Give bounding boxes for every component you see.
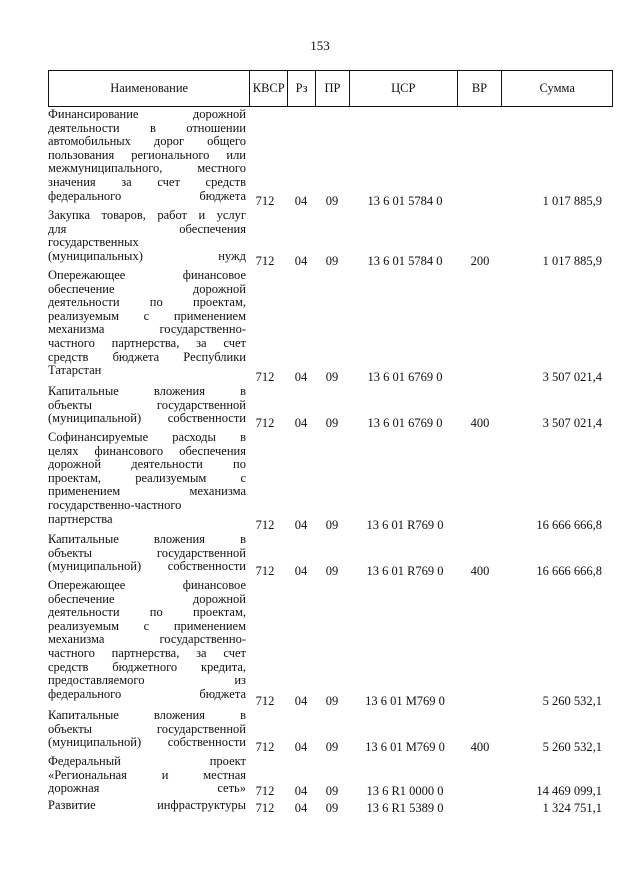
row-name: Софинансируемые расходы в целях финансового обеспечения дорожной деятельности по проектам, реализуемым с применением механизма государственно-частного партнерства: [48, 430, 246, 526]
table-row: [0, 431, 640, 533]
row-kvsr: 712: [255, 254, 275, 269]
row-pr: 09: [325, 370, 339, 385]
table-row: [0, 209, 640, 269]
row-name: Капитальные вложения в объекты государственной (муниципальной) собственности: [48, 384, 246, 426]
row-kvsr: 712: [255, 416, 275, 431]
row-name: Капитальные вложения в объекты государственной (муниципальной) собственности: [48, 532, 246, 574]
row-vr: 200: [470, 254, 490, 269]
row-sum: 5 260 532,1: [542, 694, 602, 709]
row-kvsr: 712: [255, 694, 275, 709]
row-csr: 13 6 R1 0000 0: [366, 784, 444, 799]
row-sum: 16 666 666,8: [536, 518, 602, 533]
row-sum: 16 666 666,8: [536, 564, 602, 579]
row-csr: 13 6 01 5784 0: [367, 194, 443, 209]
row-vr: 400: [470, 564, 490, 579]
row-name: Опережающее финансовое обеспечение дорожной деятельности по проектам, реализуемым с применением механизма государственно- частного партнерства, за счет средств бюджета Республики Татарстан: [48, 268, 246, 378]
row-sum: 1 017 885,9: [542, 194, 602, 209]
row-rz: 04: [294, 518, 308, 533]
row-kvsr: 712: [255, 370, 275, 385]
row-rz: 04: [294, 254, 308, 269]
row-vr: 400: [470, 740, 490, 755]
row-pr: 09: [325, 740, 339, 755]
row-csr: 13 6 01 6769 0: [367, 370, 443, 385]
row-sum: 5 260 532,1: [542, 740, 602, 755]
row-rz: 04: [294, 784, 308, 799]
row-csr: 13 6 01 R769 0: [366, 564, 444, 579]
table-row: [0, 385, 640, 431]
header-csr: ЦСР: [349, 71, 457, 106]
table-row: [0, 755, 640, 799]
row-rz: 04: [294, 801, 308, 816]
row-sum: 14 469 099,1: [536, 784, 602, 799]
table-body: [0, 108, 640, 816]
row-rz: 04: [294, 194, 308, 209]
row-pr: 09: [325, 694, 339, 709]
row-rz: 04: [294, 370, 308, 385]
row-rz: 04: [294, 564, 308, 579]
header-vr: ВР: [457, 71, 502, 106]
row-name: Развитие инфраструктуры: [48, 798, 246, 812]
table-header: [48, 70, 613, 107]
row-name: Федеральный проект «Региональная и местная дорожная сеть»: [48, 754, 246, 796]
row-kvsr: 712: [255, 518, 275, 533]
table-row: [0, 579, 640, 709]
row-sum: 3 507 021,4: [542, 416, 602, 431]
row-pr: 09: [325, 518, 339, 533]
row-pr: 09: [325, 564, 339, 579]
row-name: Финансирование дорожной деятельности в отношении автомобильных дорог общего пользования регионального или межмуниципального, местного значения за счет средств федерального бюджета: [48, 107, 246, 203]
page-number: 153: [310, 38, 330, 53]
row-rz: 04: [294, 694, 308, 709]
header-pr: ПР: [315, 71, 349, 106]
row-pr: 09: [325, 254, 339, 269]
row-pr: 09: [325, 194, 339, 209]
table-row: [0, 108, 640, 209]
row-kvsr: 712: [255, 564, 275, 579]
header-name: Наименование: [110, 81, 189, 95]
row-rz: 04: [294, 740, 308, 755]
row-kvsr: 712: [255, 801, 275, 816]
row-pr: 09: [325, 416, 339, 431]
table-row: [0, 709, 640, 755]
row-name: Опережающее финансовое обеспечение дорожной деятельности по проектам, реализуемым с применением механизма государственно- частного партнерства, за счет средств бюджетного кредита, предоставляемого из федерального бюджета: [48, 578, 246, 701]
row-pr: 09: [325, 784, 339, 799]
table-row: [0, 533, 640, 579]
row-sum: 3 507 021,4: [542, 370, 602, 385]
row-csr: 13 6 01 R769 0: [366, 518, 444, 533]
row-csr: 13 6 01 M769 0: [365, 740, 445, 755]
row-name: Капитальные вложения в объекты государственной (муниципальной) собственности: [48, 708, 246, 750]
row-csr: 13 6 01 6769 0: [367, 416, 443, 431]
row-sum: 1 017 885,9: [542, 254, 602, 269]
row-kvsr: 712: [255, 194, 275, 209]
row-name: Закупка товаров, работ и услуг для обеспечения государственных (муниципальных) нужд: [48, 208, 246, 263]
row-sum: 1 324 751,1: [542, 801, 602, 816]
row-pr: 09: [325, 801, 339, 816]
row-csr: 13 6 01 5784 0: [367, 254, 443, 269]
row-vr: 400: [470, 416, 490, 431]
row-csr: 13 6 01 M769 0: [365, 694, 445, 709]
table-row: [0, 269, 640, 385]
row-kvsr: 712: [255, 740, 275, 755]
row-kvsr: 712: [255, 784, 275, 799]
row-csr: 13 6 R1 5389 0: [366, 801, 444, 816]
header-rz: Рз: [287, 71, 315, 106]
header-sum: Сумма: [501, 71, 612, 106]
table-row: [0, 799, 640, 816]
header-kvsr: КВСР: [249, 71, 287, 106]
row-rz: 04: [294, 416, 308, 431]
